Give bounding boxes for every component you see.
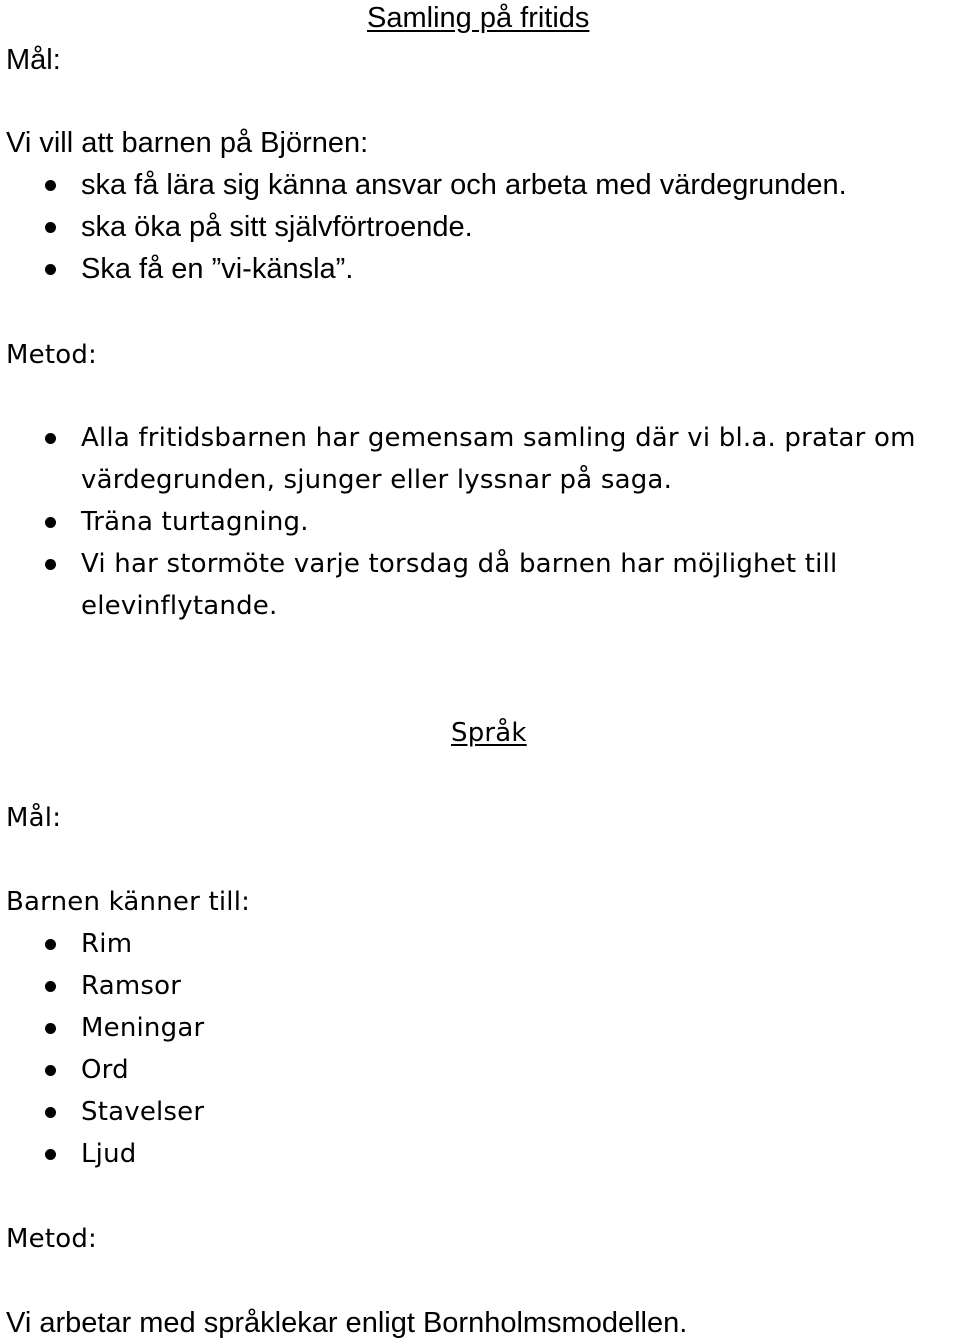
bullet-icon — [45, 981, 56, 992]
list-item: Meningar — [81, 1013, 205, 1043]
list-item: Ljud — [81, 1139, 137, 1169]
method-item-line: Träna turtagning. — [81, 507, 309, 537]
method-heading: Metod: — [6, 1224, 97, 1254]
goal-heading: Mål: — [6, 44, 61, 76]
goal-intro: Vi vill att barnen på Björnen: — [6, 127, 369, 159]
bullet-icon — [45, 1107, 56, 1118]
method-item-line: elevinflytande. — [81, 591, 278, 621]
bullet-icon — [45, 1023, 56, 1034]
list-item: Ord — [81, 1055, 129, 1085]
goal-intro: Barnen känner till: — [6, 887, 251, 917]
list-item: Stavelser — [81, 1097, 205, 1127]
method-item-line: värdegrunden, sjunger eller lyssnar på saga. — [81, 465, 673, 495]
method-item-line: Vi har stormöte varje torsdag då barnen har möjlighet till — [81, 549, 838, 579]
bullet-icon — [45, 433, 56, 444]
bullet-icon — [45, 517, 56, 528]
bullet-icon — [45, 939, 56, 950]
method-item-line: Alla fritidsbarnen har gemensam samling där vi bl.a. pratar om — [81, 423, 916, 453]
goal-item: ska öka på sitt självförtroende. — [81, 211, 473, 243]
bullet-icon — [45, 1065, 56, 1076]
bullet-icon — [45, 559, 56, 570]
method-heading: Metod: — [6, 340, 97, 370]
section-title-samling: Samling på fritids — [367, 2, 590, 34]
bullet-icon — [45, 264, 56, 275]
goal-item: ska få lära sig känna ansvar och arbeta med värdegrunden. — [81, 169, 847, 201]
bullet-icon — [45, 222, 56, 233]
list-item: Rim — [81, 929, 133, 959]
section-title-sprak: Språk — [451, 718, 527, 748]
list-item: Ramsor — [81, 971, 182, 1001]
bullet-icon — [45, 1149, 56, 1160]
goal-item: Ska få en ”vi-känsla”. — [81, 253, 354, 285]
method-text: Vi arbetar med språklekar enligt Bornholmsmodellen. — [6, 1307, 688, 1339]
bullet-icon — [45, 180, 56, 191]
goal-heading: Mål: — [6, 803, 62, 833]
